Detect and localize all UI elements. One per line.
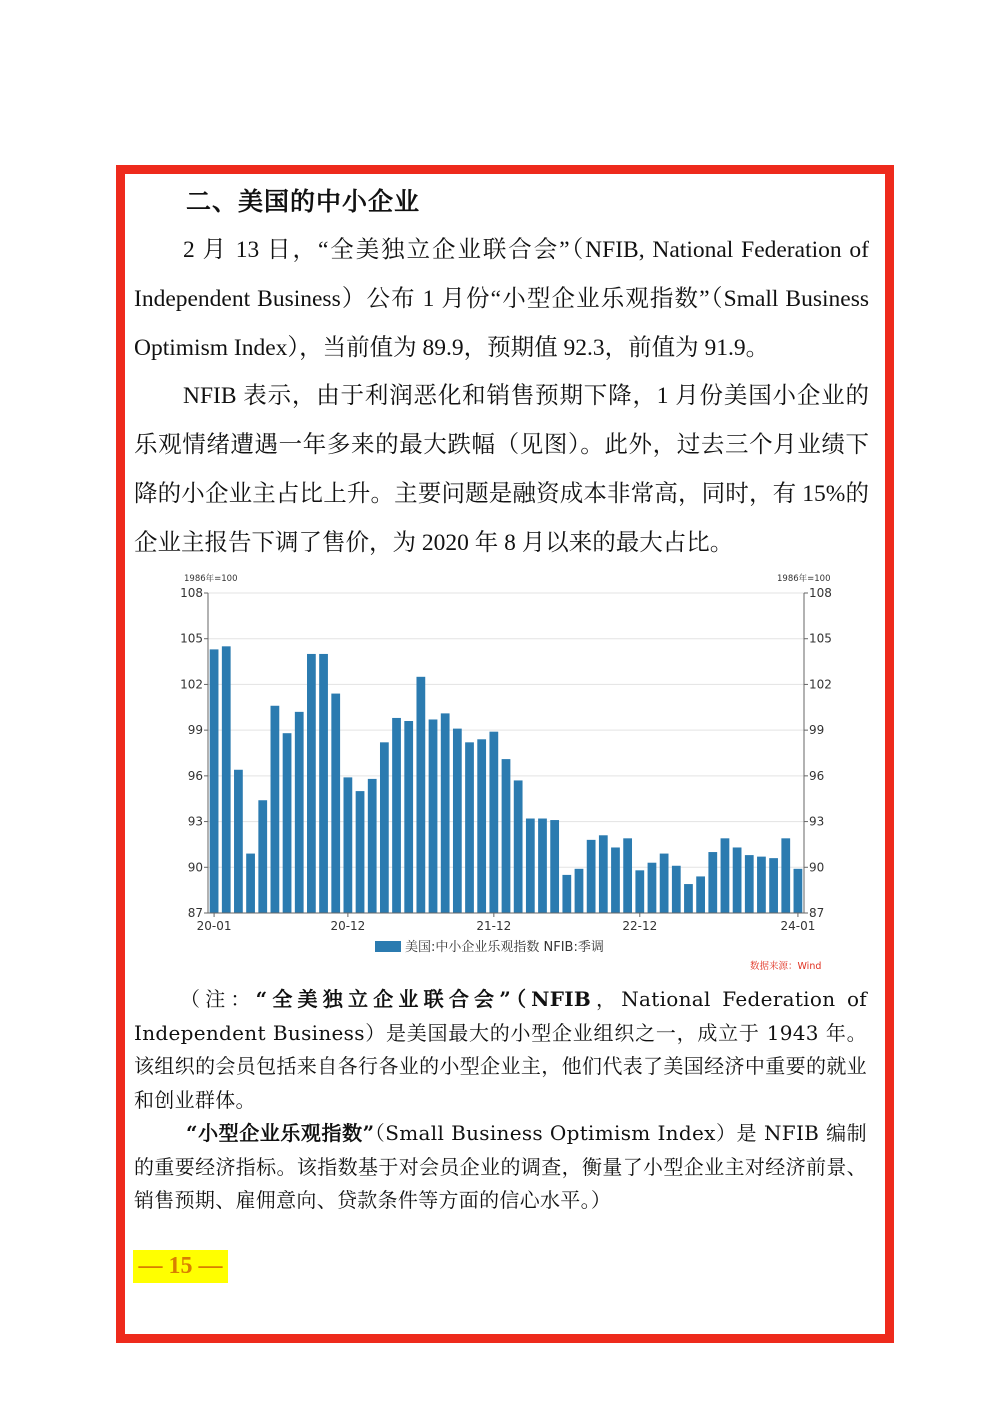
- y-tick-label-right: 96: [809, 768, 825, 783]
- bar: [295, 712, 304, 913]
- bar: [416, 677, 425, 913]
- y-tick-label-right: 105: [809, 631, 832, 646]
- bar: [404, 721, 413, 913]
- bar: [234, 770, 243, 913]
- y-tick-label-right: 99: [809, 723, 825, 738]
- y-tick-label-right: 108: [809, 586, 832, 600]
- bar: [526, 819, 535, 913]
- bar: [745, 855, 754, 913]
- page-number: — 15 —: [133, 1250, 228, 1283]
- bar: [757, 857, 766, 913]
- y-tick-label-right: 90: [809, 860, 825, 875]
- bar: [769, 858, 778, 913]
- x-tick-label: 20-12: [330, 919, 366, 933]
- bar: [562, 875, 571, 913]
- paragraph-1: 2 月 13 日，“全美独立企业联合会”（NFIB, National Federation of Independent Business）公布 1 月份“小型企业乐观指数”（Small Business Optimism Index），当前值为 89.9，预期值 92.3，前值为 91.9。: [134, 237, 869, 361]
- bar: [331, 694, 340, 913]
- bar: [271, 706, 280, 913]
- bar: [453, 729, 462, 913]
- note1-bold-name: “全美独立企业联合会”（NFIB: [255, 987, 592, 1011]
- bar: [246, 854, 255, 913]
- bar: [794, 869, 803, 913]
- legend-swatch: [375, 941, 401, 952]
- x-tick-label: 20-01: [196, 919, 232, 933]
- bar: [648, 863, 657, 913]
- y-tick-label-right: 87: [809, 906, 825, 920]
- y-tick-label-left: 90: [187, 860, 203, 875]
- bar: [599, 835, 608, 913]
- bar: [635, 870, 644, 913]
- bar: [222, 646, 231, 913]
- right-axis-unit: 1986年=100: [777, 574, 831, 584]
- bar: [733, 847, 742, 913]
- y-tick-label-left: 87: [187, 906, 203, 920]
- legend-label: 美国:中小企业乐观指数 NFIB:季调: [405, 940, 604, 955]
- bar: [210, 649, 219, 913]
- bar: [319, 654, 328, 913]
- bar: [368, 779, 377, 913]
- bar: [441, 713, 450, 913]
- bar: [489, 732, 498, 913]
- bar: [587, 840, 596, 913]
- y-tick-label-left: 105: [180, 631, 203, 646]
- y-tick-label-left: 93: [187, 814, 203, 829]
- chart-source: 数据来源：Wind: [750, 961, 822, 972]
- bar: [708, 852, 717, 913]
- x-tick-label: 24-01: [780, 919, 816, 933]
- note1-prefix: （注：: [180, 987, 256, 1011]
- y-tick-label-left: 99: [187, 723, 203, 738]
- bar: [344, 777, 353, 913]
- bar: [258, 800, 267, 913]
- bar: [477, 739, 486, 913]
- x-axis-ticks: [197, 913, 816, 933]
- note2-bold-name: “小型企业乐观指数”: [186, 1121, 375, 1145]
- bar: [356, 791, 365, 913]
- x-tick-label: 21-12: [476, 919, 512, 933]
- bar: [575, 869, 584, 913]
- y-tick-label-left: 102: [180, 677, 203, 692]
- bar: [380, 742, 389, 913]
- bar: [465, 742, 474, 913]
- bar: [684, 884, 693, 913]
- bar: [538, 819, 547, 913]
- note1-rest: ，National Federation of Independent Business）是美国最大的小型企业组织之一，成立于 1943 年。该组织的会员包括来自各行各业的小型企业主，他们代表了美国经济中重要的就业和创业群体。: [134, 987, 867, 1112]
- paragraph-2: NFIB 表示，由于利润恶化和销售预期下降，1 月份美国小企业的乐观情绪遭遇一年多来的最大跌幅（见图）。此外，过去三个月业绩下降的小企业主占比上升。主要问题是融资成本非常高，同时，有 15%的企业主报告下调了售价，为 2020 年 8 月以来的最大占比。: [134, 383, 869, 556]
- bar: [514, 780, 523, 913]
- bar: [307, 654, 316, 913]
- bar: [392, 718, 401, 913]
- note2-rest: （Small Business Optimism Index）是 NFIB 编制的重要经济指标。该指数基于对会员企业的调查，衡量了小型企业主对经济前景、销售预期、雇佣意向、贷款条件等方面的信心水平。）: [134, 1121, 867, 1212]
- bar: [781, 838, 790, 913]
- bar: [721, 838, 730, 913]
- left-axis-unit: 1986年=100: [184, 574, 238, 584]
- bar: [672, 866, 681, 913]
- bar: [283, 733, 292, 913]
- note-index: [134, 1117, 867, 1218]
- note-nfib: [134, 983, 867, 1117]
- y-tick-label-right: 93: [809, 814, 825, 829]
- x-tick-label: 22-12: [622, 919, 658, 933]
- bar: [611, 847, 620, 913]
- bar: [502, 759, 511, 913]
- nfib-optimism-chart: [170, 568, 840, 973]
- chart-svg: [170, 568, 840, 973]
- bar: [660, 854, 669, 913]
- bar: [429, 719, 438, 913]
- section-heading: 二、美国的中小企业: [186, 187, 421, 216]
- bar: [623, 838, 632, 913]
- bar-series: [210, 646, 803, 913]
- y-tick-label-left: 96: [187, 768, 203, 783]
- bar: [696, 876, 705, 913]
- y-tick-label-left: 108: [180, 586, 203, 600]
- bar: [550, 820, 559, 913]
- y-tick-label-right: 102: [809, 677, 832, 692]
